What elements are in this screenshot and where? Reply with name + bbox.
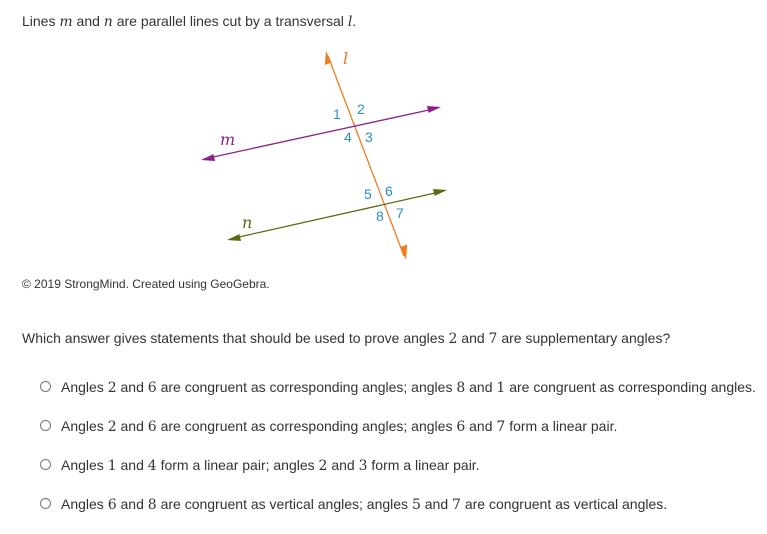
var-l: l <box>347 14 353 30</box>
radio-button[interactable] <box>40 459 51 470</box>
question-angle-b: 7 <box>488 331 498 347</box>
var-m: m <box>59 14 73 30</box>
answer-option-4[interactable] <box>40 485 760 524</box>
intro-mid1: and <box>72 13 104 29</box>
line-n-arrowhead-right <box>433 189 447 196</box>
geometry-figure <box>190 40 460 270</box>
angle-label-5: 5 <box>364 186 372 202</box>
angle-number: 4 <box>147 458 157 474</box>
option-text <box>61 379 756 396</box>
line-m <box>204 108 438 159</box>
angle-number: 2 <box>107 419 117 435</box>
parallel-lines-diagram <box>190 40 460 270</box>
option-text <box>61 457 480 474</box>
label-n: n <box>242 213 253 232</box>
line-m-arrowhead-left <box>201 154 215 161</box>
intro-text <box>22 13 356 30</box>
angle-number: 3 <box>358 458 368 474</box>
text-part: and <box>116 496 148 512</box>
text-part: and <box>116 457 148 473</box>
answer-option-1[interactable] <box>40 368 760 407</box>
angle-number: 1 <box>107 458 117 474</box>
text-part: are congruent as vertical angles. <box>460 496 668 512</box>
text-part: form a linear pair; angles <box>156 457 319 473</box>
radio-button[interactable] <box>40 498 51 509</box>
text-part: Angles <box>61 457 108 473</box>
angle-number: 6 <box>456 419 466 435</box>
line-m-arrowhead-right <box>427 106 441 113</box>
angle-label-4: 4 <box>344 129 352 145</box>
angle-number: 1 <box>496 380 506 396</box>
text-part: and <box>116 379 148 395</box>
text-part: and <box>327 457 359 473</box>
question-mid: and <box>457 330 489 346</box>
text-part: and <box>420 496 453 512</box>
label-m: m <box>220 130 236 149</box>
question-post: are supplementary angles? <box>497 330 671 346</box>
text-part: are congruent as corresponding angles; angles <box>156 379 457 395</box>
text-part: form a linear pair. <box>367 457 480 473</box>
text-part: are congruent as corresponding angles. <box>505 379 756 395</box>
angle-label-6: 6 <box>385 183 393 199</box>
angle-number: 8 <box>456 380 466 396</box>
var-n: n <box>103 14 113 30</box>
text-part: form a linear pair. <box>505 418 618 434</box>
text-part: and <box>465 379 497 395</box>
answer-options <box>40 368 760 524</box>
figure-credit: © 2019 StrongMind. Created using GeoGebra. <box>22 277 270 291</box>
line-n <box>230 191 444 239</box>
intro-mid2: are parallel lines cut by a transversal <box>112 13 348 29</box>
transversal-line-l <box>328 56 404 256</box>
angle-label-2: 2 <box>357 101 365 117</box>
angle-number: 7 <box>452 497 461 513</box>
angle-label-3: 3 <box>365 129 373 145</box>
angle-number: 6 <box>147 380 157 396</box>
text-part: and <box>465 418 497 434</box>
intro-end: . <box>352 13 357 29</box>
label-l: l <box>343 49 349 68</box>
angle-number: 6 <box>147 419 157 435</box>
angle-label-8: 8 <box>376 208 384 224</box>
option-text <box>61 496 667 513</box>
text-part: Angles <box>61 379 108 395</box>
text-part: are congruent as vertical angles; angles <box>156 496 412 512</box>
text-part: Angles <box>61 496 108 512</box>
question-pre: Which answer gives statements that should be used to prove angles <box>22 330 449 346</box>
angle-number: 2 <box>107 380 117 396</box>
answer-option-2[interactable] <box>40 407 760 446</box>
angle-number: 5 <box>411 497 421 513</box>
question-angle-a: 2 <box>448 331 458 347</box>
answer-option-3[interactable] <box>40 446 760 485</box>
angle-number: 8 <box>147 497 157 513</box>
radio-button[interactable] <box>40 381 51 392</box>
text-part: are congruent as corresponding angles; angles <box>156 418 457 434</box>
angle-number: 6 <box>107 497 117 513</box>
angle-label-1: 1 <box>333 106 341 122</box>
question-text <box>22 330 670 347</box>
option-text <box>61 418 617 435</box>
angle-label-7: 7 <box>396 205 404 221</box>
intro-pre: Lines <box>22 13 60 29</box>
text-part: and <box>116 418 148 434</box>
transversal-arrowhead-bottom <box>401 245 408 261</box>
angle-number: 7 <box>496 419 506 435</box>
radio-button[interactable] <box>40 420 51 431</box>
text-part: Angles <box>61 418 108 434</box>
line-n-arrowhead-left <box>227 234 241 241</box>
angle-number: 2 <box>318 458 328 474</box>
